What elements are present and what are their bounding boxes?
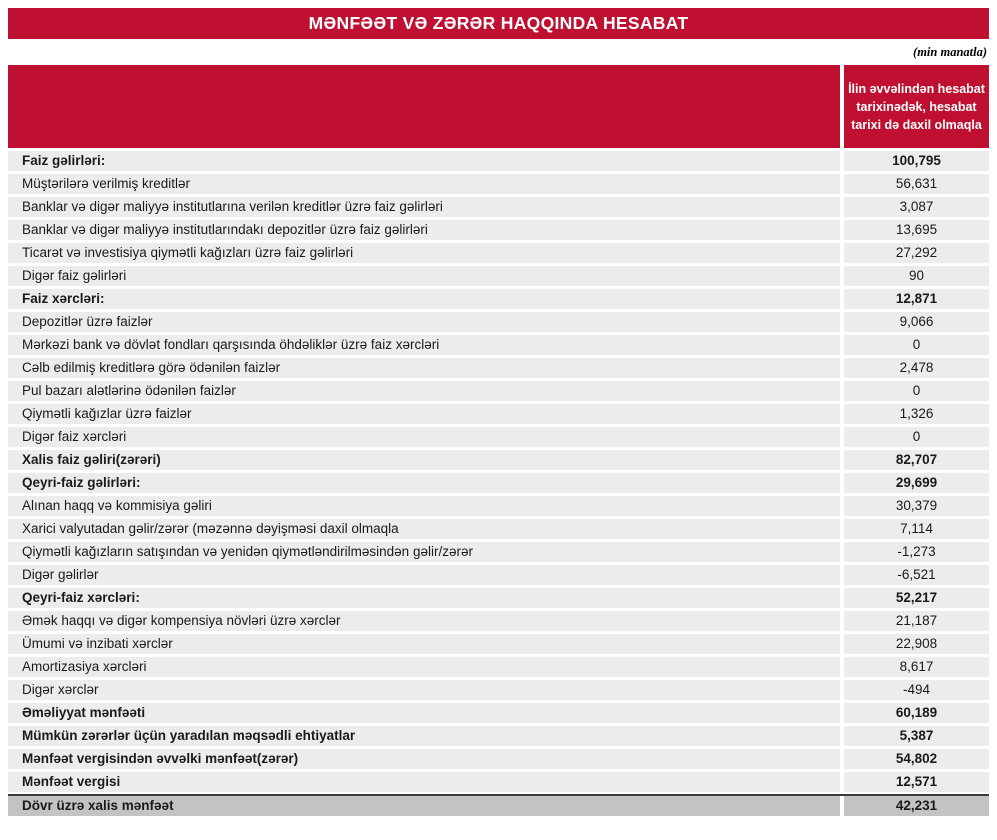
- table-row: [8, 427, 989, 447]
- row-value: 52,217: [844, 588, 989, 608]
- row-value: 21,187: [844, 611, 989, 631]
- table-row: [8, 289, 989, 309]
- row-value: -1,273: [844, 542, 989, 562]
- table-row: [8, 680, 989, 700]
- row-value: 13,695: [844, 220, 989, 240]
- row-value: 12,571: [844, 772, 989, 792]
- row-label: Müştərilərə verilmiş kreditlər: [8, 174, 840, 194]
- row-value: -6,521: [844, 565, 989, 585]
- row-value: 29,699: [844, 473, 989, 493]
- row-value: 5,387: [844, 726, 989, 746]
- page-title: MƏNFƏƏT VƏ ZƏRƏR HAQQINDA HESABAT: [308, 13, 689, 33]
- row-value: 2,478: [844, 358, 989, 378]
- table-row: [8, 496, 989, 516]
- row-label: Mümkün zərərlər üçün yaradılan məqsədli ehtiyatlar: [8, 726, 840, 746]
- table-row: [8, 634, 989, 654]
- table-row: [8, 312, 989, 332]
- table-body: [8, 151, 989, 816]
- table-row: [8, 611, 989, 631]
- row-label: Qeyri-faiz gəlirləri:: [8, 473, 840, 493]
- table-row: [8, 749, 989, 769]
- row-value: 60,189: [844, 703, 989, 723]
- row-value: 42,231: [844, 796, 989, 816]
- table-header-row: [8, 65, 989, 148]
- report-title-banner: [8, 8, 989, 39]
- table-row: [8, 542, 989, 562]
- row-value: 100,795: [844, 151, 989, 171]
- table-row: [8, 404, 989, 424]
- row-value: 12,871: [844, 289, 989, 309]
- row-value: 0: [844, 381, 989, 401]
- header-value-column-label: İlin əvvəlindən hesabat tarixinədək, hesabat tarixi də daxil olmaqla: [844, 65, 989, 148]
- table-row: [8, 381, 989, 401]
- row-value: 3,087: [844, 197, 989, 217]
- row-value: 22,908: [844, 634, 989, 654]
- table-row: [8, 450, 989, 470]
- row-label: Ümumi və inzibati xərclər: [8, 634, 840, 654]
- row-label: Alınan haqq və kommisiya gəliri: [8, 496, 840, 516]
- row-value: 0: [844, 427, 989, 447]
- row-label: Faiz gəlirləri:: [8, 151, 840, 171]
- row-label: Mərkəzi bank və dövlət fondları qarşısında öhdəliklər üzrə faiz xərcləri: [8, 335, 840, 355]
- table-row: [8, 358, 989, 378]
- row-value: 90: [844, 266, 989, 286]
- row-label: Banklar və digər maliyyə institutlarına verilən kreditlər üzrə faiz gəlirləri: [8, 197, 840, 217]
- row-label: Digər gəlirlər: [8, 565, 840, 585]
- row-value: 82,707: [844, 450, 989, 470]
- table-row: [8, 565, 989, 585]
- row-value: -494: [844, 680, 989, 700]
- row-label: Digər faiz gəlirləri: [8, 266, 840, 286]
- table-row: [8, 726, 989, 746]
- row-label: Digər xərclər: [8, 680, 840, 700]
- table-row: [8, 657, 989, 677]
- table-row: [8, 588, 989, 608]
- table-row: [8, 151, 989, 171]
- row-label: Faiz xərcləri:: [8, 289, 840, 309]
- row-label: Xarici valyutadan gəlir/zərər (məzənnə dəyişməsi daxil olmaqla: [8, 519, 840, 539]
- table-row: [8, 703, 989, 723]
- row-label: Dövr üzrə xalis mənfəət: [8, 796, 840, 816]
- row-label: Mənfəət vergisindən əvvəlki mənfəət(zərər): [8, 749, 840, 769]
- row-value: 1,326: [844, 404, 989, 424]
- table-row: [8, 266, 989, 286]
- table-row: [8, 243, 989, 263]
- row-value: 7,114: [844, 519, 989, 539]
- row-label: Ticarət və investisiya qiymətli kağızları üzrə faiz gəlirləri: [8, 243, 840, 263]
- table-row: [8, 197, 989, 217]
- row-label: Qiymətli kağızların satışından və yenidən qiymətləndirilməsindən gəlir/zərər: [8, 542, 840, 562]
- row-value: 27,292: [844, 243, 989, 263]
- row-value: 0: [844, 335, 989, 355]
- row-value: 8,617: [844, 657, 989, 677]
- row-label: Amortizasiya xərcləri: [8, 657, 840, 677]
- unit-note: (min manatla): [913, 45, 987, 59]
- row-label: Pul bazarı alətlərinə ödənilən faizlər: [8, 381, 840, 401]
- row-label: Qeyri-faiz xərcləri:: [8, 588, 840, 608]
- row-label: Mənfəət vergisi: [8, 772, 840, 792]
- row-label: Digər faiz xərcləri: [8, 427, 840, 447]
- table-row: [8, 772, 989, 792]
- row-label: Depozitlər üzrə faizlər: [8, 312, 840, 332]
- table-row: [8, 794, 989, 816]
- row-label: Xalis faiz gəliri(zərəri): [8, 450, 840, 470]
- row-label: Qiymətli kağızlar üzrə faizlər: [8, 404, 840, 424]
- row-value: 54,802: [844, 749, 989, 769]
- table-row: [8, 519, 989, 539]
- table-row: [8, 174, 989, 194]
- row-label: Cəlb edilmiş kreditlərə görə ödənilən faizlər: [8, 358, 840, 378]
- row-value: 56,631: [844, 174, 989, 194]
- row-value: 9,066: [844, 312, 989, 332]
- table-row: [8, 473, 989, 493]
- row-label: Əməliyyat mənfəəti: [8, 703, 840, 723]
- row-value: 30,379: [844, 496, 989, 516]
- row-label: Əmək haqqı və digər kompensiya növləri üzrə xərclər: [8, 611, 840, 631]
- row-label: Banklar və digər maliyyə institutlarındakı depozitlər üzrə faiz gəlirləri: [8, 220, 840, 240]
- table-row: [8, 220, 989, 240]
- table-row: [8, 335, 989, 355]
- header-empty-cell: [8, 65, 840, 148]
